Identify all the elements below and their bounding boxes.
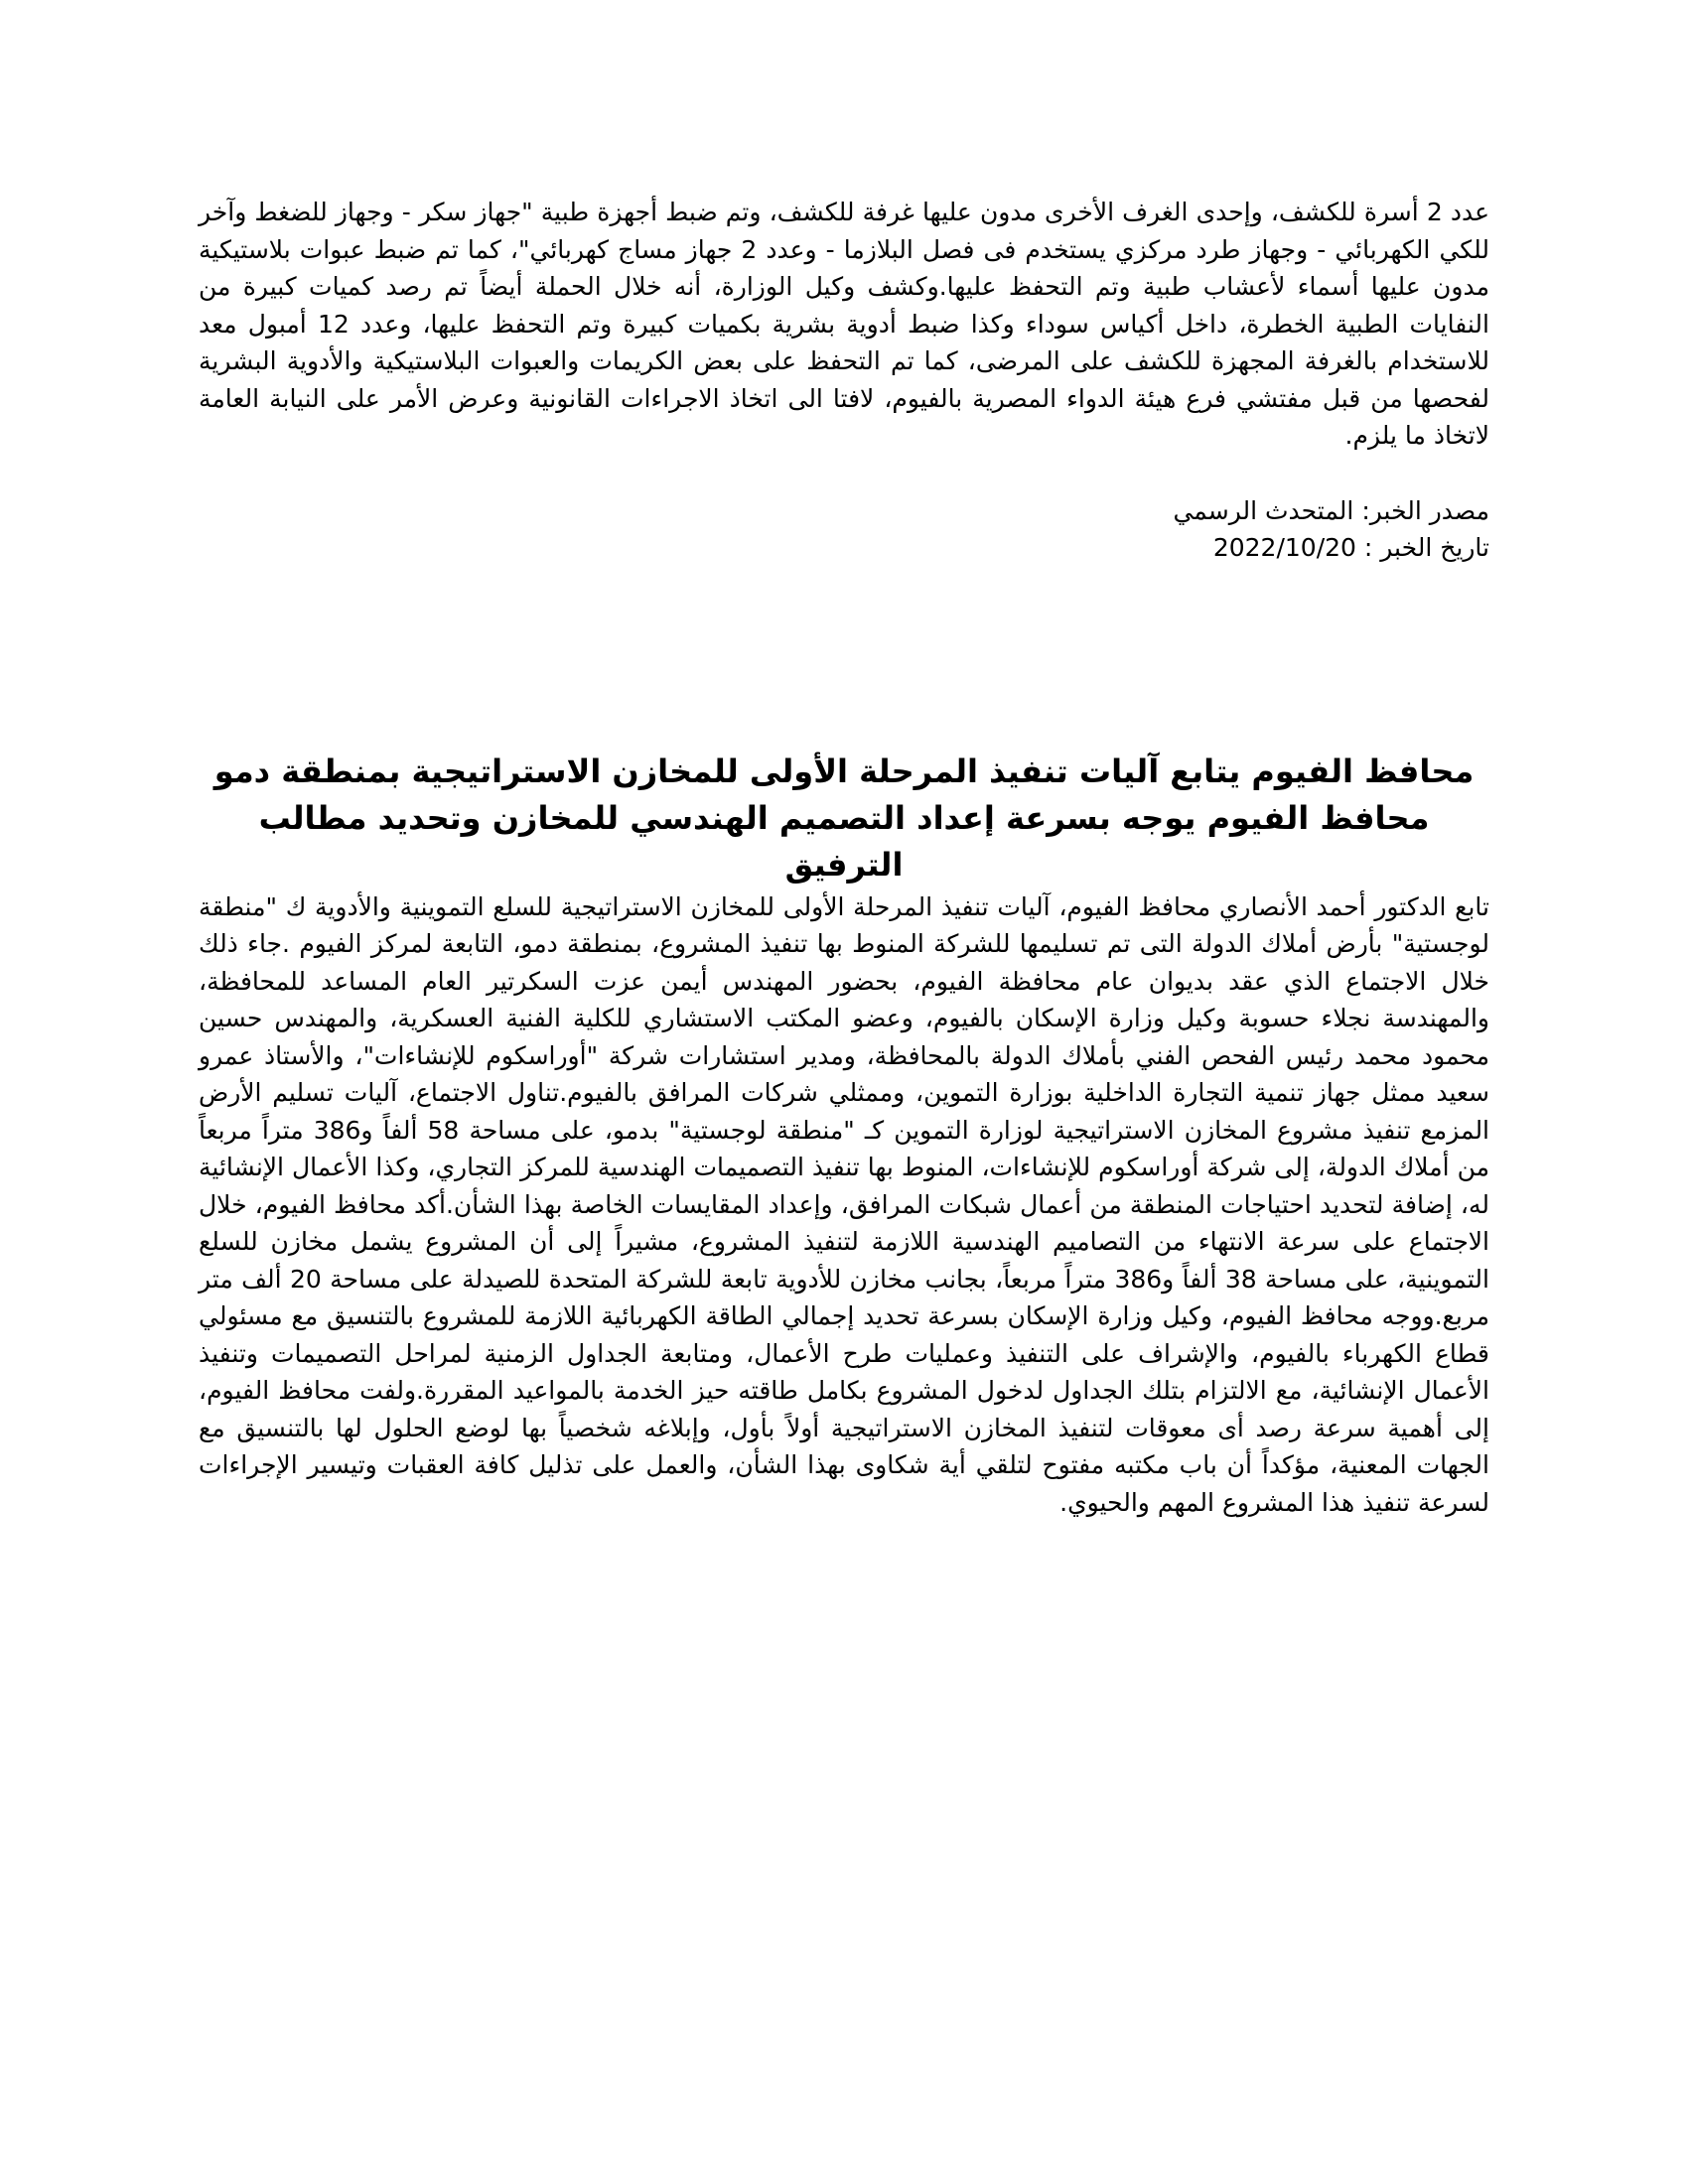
article2-title: محافظ الفيوم يتابع آليات تنفيذ المرحلة الأولى للمخازن الاستراتيجية بمنطقة دمو	[213, 751, 1475, 790]
article1-meta	[199, 492, 1489, 567]
article2-headline	[199, 749, 1489, 888]
news-source-value: المتحدث الرسمي	[1173, 495, 1354, 525]
news-date	[199, 529, 1489, 567]
document-page	[199, 194, 1489, 1521]
article2-subtitle: محافظ الفيوم يوجه بسرعة إعداد التصميم الهندسي للمخازن وتحديد مطالب الترفيق	[258, 798, 1430, 884]
news-date-label: تاريخ الخبر :	[1363, 533, 1489, 562]
article1-body: عدد 2 أسرة للكشف، وإحدى الغرف الأخرى مدون عليها غرفة للكشف، وتم ضبط أجهزة طبية "جهاز سكر - وجهاز للضغط وآخر للكي الكهربائي - وجهاز طرد مركزي يستخدم فى فصل البلازما - وعدد 2 جهاز مساج كهربائي"، كما تم ضبط عبوات بلاستيكية مدون عليها أسماء لأعشاب طبية وتم التحفظ عليها.وكشف وكيل الوزارة، أنه خلال الحملة أيضاً تم رصد كميات كبيرة من النفايات الطبية الخطرة، داخل أكياس سوداء وكذا ضبط أدوية بشرية بكميات كبيرة وتم التحفظ عليها، وعدد 12 أمبول معد للاستخدام بالغرفة المجهزة للكشف على المرضى، كما تم التحفظ على بعض الكريمات والعبوات البلاستيكية والأدوية البشرية لفحصها من قبل مفتشي فرع هيئة الدواء المصرية بالفيوم، لافتا الى اتخاذ الاجراءات القانونية وعرض الأمر على النيابة العامة لاتخاذ ما يلزم.	[199, 198, 1490, 450]
news-date-value: 2022/10/20	[1212, 533, 1356, 562]
article2-body: تابع الدكتور أحمد الأنصاري محافظ الفيوم، آليات تنفيذ المرحلة الأولى للمخازن الاستراتيجية للسلع التموينية والأدوية ك "منطقة لوجستية" بأرض أملاك الدولة التى تم تسليمها للشركة المنوط بها تنفيذ المشروع، بمنطقة دمو، التابعة لمركز الفيوم .جاء ذلك خلال الاجتماع الذي عقد بديوان عام محافظة الفيوم، بحضور المهندس أيمن عزت السكرتير العام المساعد للمحافظة، والمهندسة نجلاء حسوبة وكيل وزارة الإسكان بالفيوم، وعضو المكتب الاستشاري للكلية الفنية العسكرية، والمهندس حسين محمود محمد رئيس الفحص الفني بأملاك الدولة بالمحافظة، ومدير استشارات شركة "أوراسكوم للإنشاءات"، والأستاذ عمرو سعيد ممثل جهاز تنمية التجارة الداخلية بوزارة التموين، وممثلي شركات المرافق بالفيوم.تناول الاجتماع، آليات تسليم الأرض المزمع تنفيذ مشروع المخازن الاستراتيجية لوزارة التموين كـ "منطقة لوجستية" بدمو، على مساحة 58 ألفاً و386 متراً مربعاً من أملاك الدولة، إلى شركة أوراسكوم للإنشاءات، المنوط بها تنفيذ التصميمات الهندسية للمركز التجاري، وكذا الأعمال الإنشائية له، إضافة لتحديد احتياجات المنطقة من أعمال شبكات المرافق، وإعداد المقايسات الخاصة بهذا الشأن.أكد محافظ الفيوم، خلال الاجتماع على سرعة الانتهاء من التصاميم الهندسية اللازمة لتنفيذ المشروع، مشيراً إلى أن المشروع يشمل مخازن للسلع التموينية، على مساحة 38 ألفاً و386 متراً مربعاً، بجانب مخازن للأدوية تابعة للشركة المتحدة للصيدلة على مساحة 20 ألف متر مربع.ووجه محافظ الفيوم، وكيل وزارة الإسكان بسرعة تحديد إجمالي الطاقة الكهربائية اللازمة للمشروع بالتنسيق مع مسئولي قطاع الكهرباء بالفيوم، والإشراف على التنفيذ وعمليات طرح الأعمال، ومتابعة الجداول الزمنية لمراحل التصميمات وتنفيذ الأعمال الإنشائية، مع الالتزام بتلك الجداول لدخول المشروع بكامل طاقته حيز الخدمة بالمواعيد المقررة.ولفت محافظ الفيوم، إلى أهمية سرعة رصد أى معوقات لتنفيذ المخازن الاستراتيجية أولاً بأول، وإبلاغه شخصياً بها لوضع الحلول لها بالتنسيق مع الجهات المعنية، مؤكداً أن باب مكتبه مفتوح لتلقي أية شكاوى بهذا الشأن، والعمل على تذليل كافة العقبات وتيسير الإجراءات لسرعة تنفيذ هذا المشروع المهم والحيوي.	[199, 891, 1490, 1517]
news-source	[199, 492, 1489, 530]
news-source-label: مصدر الخبر:	[1361, 495, 1489, 525]
